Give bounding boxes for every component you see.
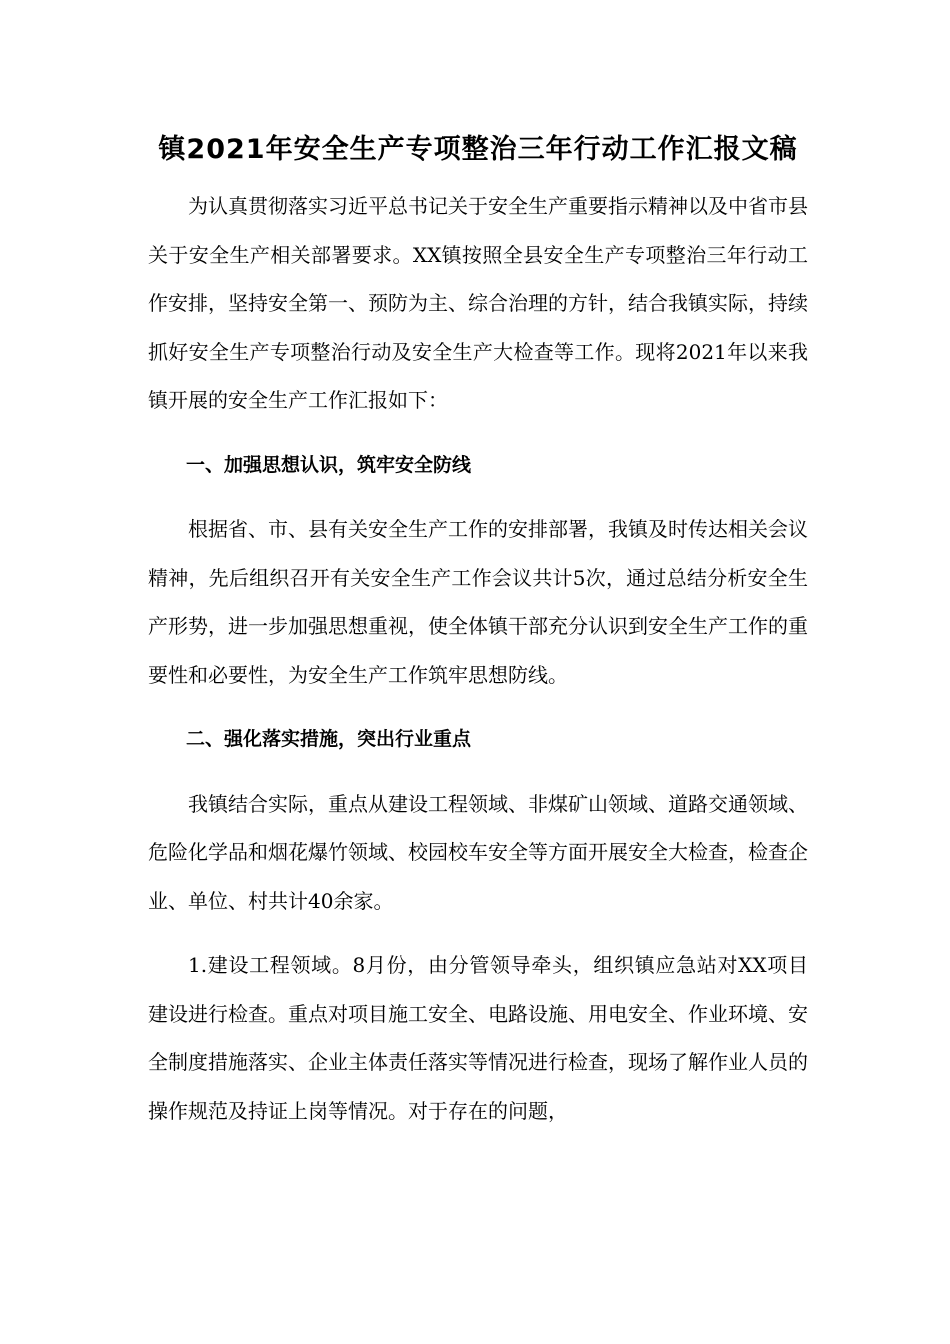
intro-paragraph: 为认真贯彻落实习近平总书记关于安全生产重要指示精神以及中省市县关于安全生产相关部署要求。XX镇按照全县安全生产专项整治三年行动工作安排，坚持安全第一、预防为主、综合治理的方针，结合我镇实际，持续抓好安全生产专项整治行动及安全生产大检查等工作。现将2021年以来我镇开展的安全生产工作汇报如下：: [148, 194, 808, 412]
section-2-heading: 二、强化落实措施，突出行业重点: [186, 728, 472, 750]
section-2-paragraph: 我镇结合实际，重点从建设工程领域、非煤矿山领域、道路交通领域、危险化学品和烟花爆竹领域、校园校车安全等方面开展安全大检查，检查企业、单位、村共计40余家。: [148, 791, 808, 913]
document-title: 镇2021年安全生产专项整治三年行动工作汇报文稿: [158, 134, 798, 165]
document-page: [148, 130, 808, 1135]
section-1-heading: 一、加强思想认识，筑牢安全防线: [186, 453, 472, 476]
section-2-item-1-paragraph: 1.建设工程领域。8月份，由分管领导牵头，组织镇应急站对XX项目建设进行检查。重点对项目施工安全、电路设施、用电安全、作业环境、安全制度措施落实、企业主体责任落实等情况进行检查，现场了解作业人员的操作规范及持证上岗等情况。对于存在的问题，: [148, 953, 808, 1123]
section-1-paragraph: 根据省、市、县有关安全生产工作的安排部署，我镇及时传达相关会议精神，先后组织召开有关安全生产工作会议共计5次，通过总结分析安全生产形势，进一步加强思想重视，使全体镇干部充分认识到安全生产工作的重要性和必要性，为安全生产工作筑牢思想防线。: [148, 517, 808, 687]
